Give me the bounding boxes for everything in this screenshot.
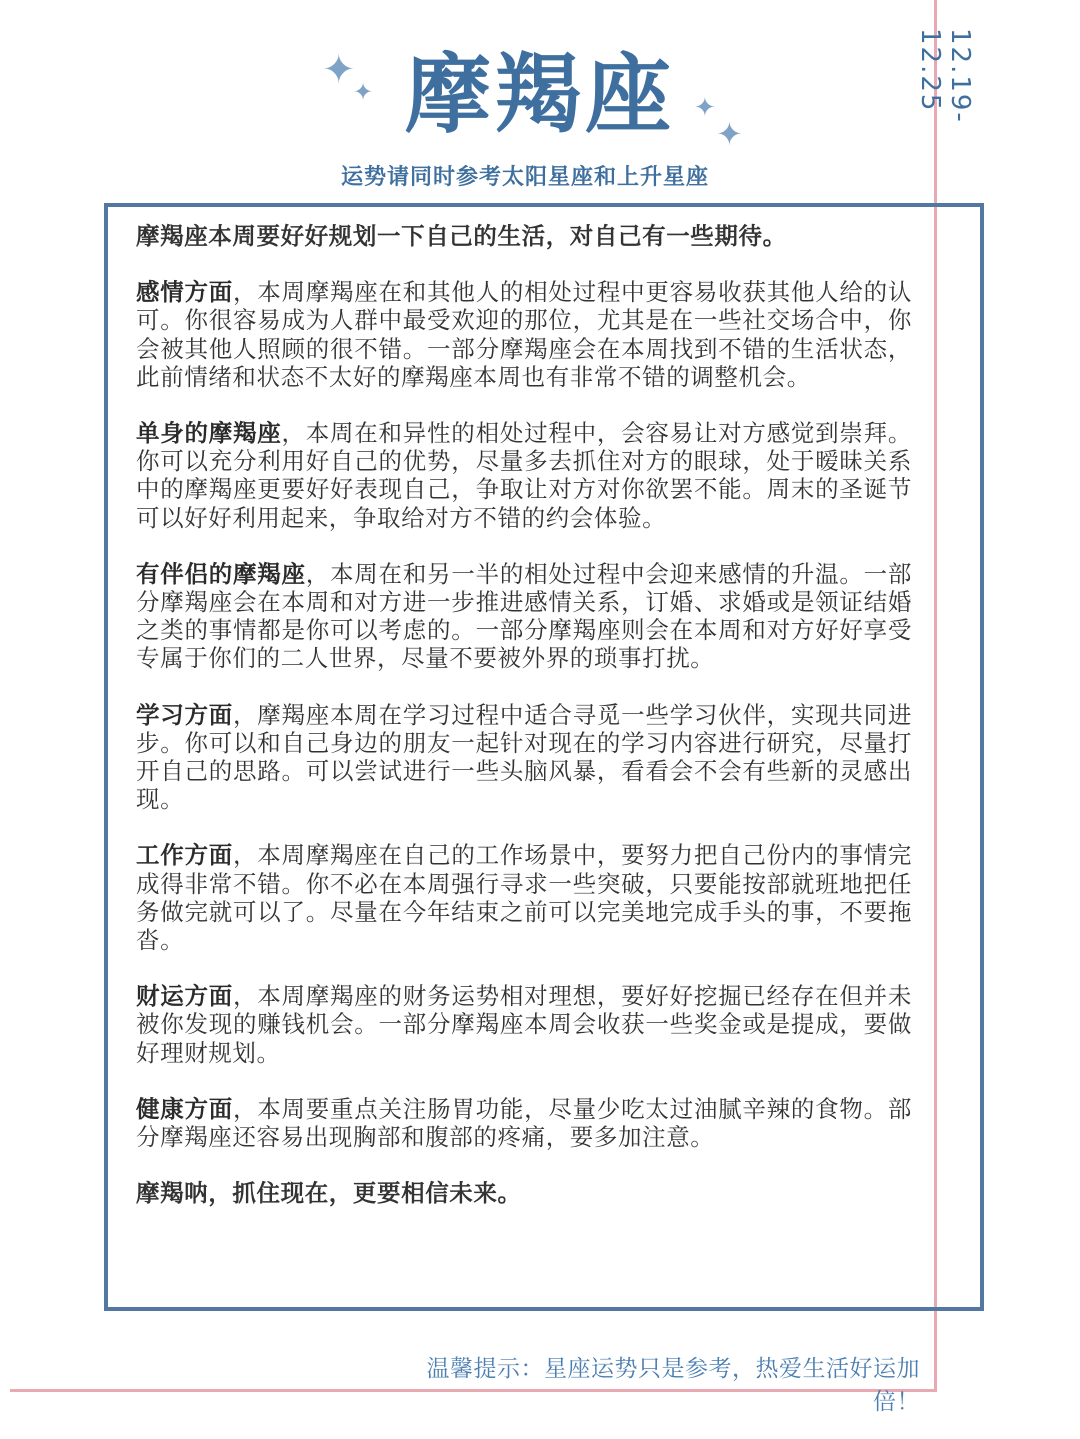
section-text: ，本周要重点关注肠胃功能，尽量少吃太过油腻辛辣的食物。部分摩羯座还容易出现胸部和腹部的疼痛，要多加注意。 (136, 1094, 912, 1152)
sparkle-icon: ✦ (353, 78, 374, 106)
page-title: 摩羯座 (405, 45, 675, 145)
sparkle-icon: ✦ (322, 47, 356, 93)
section-label: 财运方面 (136, 982, 234, 1011)
section-single (136, 419, 912, 532)
section-study (136, 701, 912, 814)
section-love (136, 278, 912, 391)
section-text: ，本周摩羯座在和其他人的相处过程中更容易收获其他人给的认可。你很容易成为人群中最受欢迎的那位，尤其是在一些社交场合中，你会被其他人照顾的很不错。一部分摩羯座会在本周找到不错的生活状态，此前情绪和状态不太好的摩羯座本周也有非常不错的调整机会。 (136, 278, 912, 391)
section-text: ，本周摩羯座在自己的工作场景中，要努力把自己份内的事情完成得非常不错。你不必在本周强行寻求一些突破，只要能按部就班地把任务做完就可以了。尽量在今年结束之前可以完美地完成手头的事，不要拖沓。 (136, 841, 912, 955)
section-partnered (136, 560, 912, 673)
section-text: ，本周摩羯座的财务运势相对理想，要好好挖掘已经存在但并未被你发现的赚钱机会。一部分摩羯座本周会收获一些奖金或是提成，要做好理财规划。 (136, 982, 912, 1067)
section-label: 有伴侣的摩羯座 (136, 559, 306, 588)
section-text: ，本周在和异性的相处过程中，会容易让对方感觉到崇拜。你可以充分利用好自己的优势，尽量多去抓住对方的眼球，处于暧昧关系中的摩羯座更要好好表现自己，争取让对方对你欲罢不能。周末的圣诞节可以好好利用起来，争取给对方不错的约会体验。 (136, 419, 912, 532)
sparkle-icon: ✦ (716, 115, 743, 153)
horoscope-body (136, 222, 912, 1235)
date-range: 12.19-12.25 (915, 28, 975, 124)
section-wealth (136, 982, 912, 1067)
section-text: ，本周在和另一半的相处过程中会迎来感情的升温。一部分摩羯座会在本周和对方进一步推进感情关系，订婚、求婚或是领证结婚之类的事情都是你可以考虑的。一部分摩羯座则会在本周和对方好好享受专属于你们的二人世界，尽量不要被外界的琐事打扰。 (136, 559, 913, 673)
footer-tip: 温馨提示：星座运势只是参考，热爱生活好运加倍！ (426, 1356, 920, 1415)
intro-text: 摩羯座本周要好好规划一下自己的生活，对自己有一些期待。 (136, 222, 787, 250)
section-health (136, 1095, 912, 1151)
closing-text: 摩羯呐，抓住现在，更要相信未来。 (136, 1179, 522, 1208)
section-label: 单身的摩羯座 (136, 419, 282, 448)
sparkle-icon: ✦ (694, 93, 716, 123)
section-label: 学习方面 (136, 700, 234, 729)
subtitle: 运势请同时参考太阳星座和上升星座 (340, 165, 709, 190)
section-label: 健康方面 (136, 1094, 234, 1123)
section-label: 工作方面 (136, 841, 234, 870)
section-text: ，摩羯座本周在学习过程中适合寻觅一些学习伙伴，实现共同进步。你可以和自己身边的朋友一起针对现在的学习内容进行研究，尽量打开自己的思路。可以尝试进行一些头脑风暴，看看会不会有些新的灵感出现。 (136, 700, 912, 814)
section-label: 感情方面 (136, 278, 234, 307)
section-work (136, 841, 912, 954)
